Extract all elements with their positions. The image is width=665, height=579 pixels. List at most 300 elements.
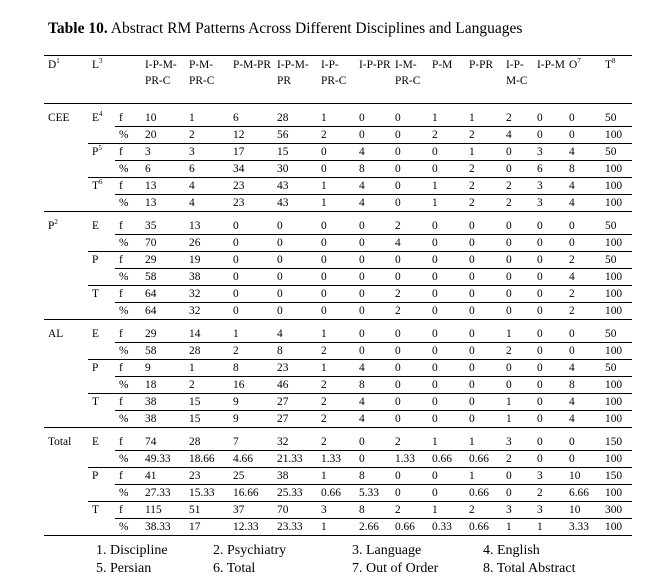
value-cell: 0 (428, 320, 465, 343)
value-cell: 1 (317, 195, 355, 212)
value-cell: 25.33 (273, 485, 317, 502)
type-cell: % (115, 343, 141, 360)
value-cell: 0 (391, 252, 428, 269)
language-cell (88, 235, 115, 252)
value-cell: 2 (185, 377, 229, 394)
value-cell: 0.66 (428, 451, 465, 468)
table-row (44, 303, 632, 320)
type-cell: % (115, 235, 141, 252)
value-cell: 0 (533, 127, 565, 144)
value-cell: 2 (391, 428, 428, 451)
column-header: $D^1$ (48, 57, 60, 71)
language-cell: E (88, 320, 115, 343)
discipline-cell (44, 451, 88, 468)
discipline-cell (44, 144, 88, 161)
value-cell: 0 (355, 269, 391, 286)
value-cell: 0 (355, 303, 391, 320)
value-cell: 0 (465, 411, 502, 428)
value-cell: 4 (355, 178, 391, 195)
value-cell: 0 (465, 320, 502, 343)
table-row (44, 178, 632, 195)
value-cell: 0 (533, 428, 565, 451)
value-cell: 4 (502, 127, 533, 144)
value-cell: 100 (601, 519, 632, 536)
value-cell: 6 (185, 161, 229, 178)
value-cell: 34 (229, 161, 273, 178)
value-cell: 0 (465, 212, 502, 235)
value-cell: 0 (273, 269, 317, 286)
column-header: $T^8$ (605, 57, 616, 71)
value-cell: 38 (141, 411, 185, 428)
value-cell: 0 (533, 252, 565, 269)
value-cell: 4 (565, 411, 601, 428)
table-row (44, 144, 632, 161)
value-cell: 0 (355, 428, 391, 451)
value-cell: 1 (185, 104, 229, 127)
table-row (44, 269, 632, 286)
value-cell: 1 (317, 519, 355, 536)
table-row (44, 411, 632, 428)
value-cell: 5.33 (355, 485, 391, 502)
value-cell: 0 (355, 343, 391, 360)
value-cell: 0 (391, 269, 428, 286)
value-cell: 23 (229, 178, 273, 195)
value-cell: 2 (465, 127, 502, 144)
value-cell: 0 (391, 485, 428, 502)
table-row (44, 502, 632, 519)
value-cell: 1 (502, 519, 533, 536)
value-cell: 0.66 (317, 485, 355, 502)
value-cell: 1 (317, 468, 355, 485)
column-header: P-M (432, 59, 453, 71)
table-row (44, 235, 632, 252)
value-cell: 50 (601, 320, 632, 343)
value-cell: 0 (273, 303, 317, 320)
value-cell: 15 (185, 394, 229, 411)
value-cell: 0 (533, 212, 565, 235)
value-cell: 29 (141, 320, 185, 343)
value-cell: 0 (229, 303, 273, 320)
value-cell: 9 (229, 411, 273, 428)
language-cell (88, 411, 115, 428)
value-cell: 300 (601, 502, 632, 519)
table-row (44, 127, 632, 144)
value-cell: 1 (428, 104, 465, 127)
language-cell (88, 303, 115, 320)
value-cell: 0 (465, 394, 502, 411)
value-cell: 0 (391, 161, 428, 178)
value-cell: 0 (391, 394, 428, 411)
language-cell: T (88, 286, 115, 303)
language-cell (88, 161, 115, 178)
value-cell: 13 (141, 178, 185, 195)
value-cell: 0.66 (391, 519, 428, 536)
table-row (44, 485, 632, 502)
column-header: I-P-M-C (506, 59, 528, 87)
type-cell: % (115, 127, 141, 144)
value-cell: 1 (317, 178, 355, 195)
value-cell: 38 (273, 468, 317, 485)
value-cell: 3 (317, 502, 355, 519)
table-row (44, 252, 632, 269)
value-cell: 0 (391, 360, 428, 377)
value-cell: 4 (355, 394, 391, 411)
value-cell: 2 (317, 428, 355, 451)
value-cell: 3 (533, 502, 565, 519)
language-cell: T (88, 502, 115, 519)
value-cell: 0 (355, 320, 391, 343)
discipline-cell (44, 286, 88, 303)
value-cell: 0 (533, 451, 565, 468)
column-header: P-M-PR (233, 59, 271, 71)
value-cell: 115 (141, 502, 185, 519)
value-cell: 3 (533, 195, 565, 212)
value-cell: 23 (229, 195, 273, 212)
value-cell: 150 (601, 468, 632, 485)
value-cell: 56 (273, 127, 317, 144)
value-cell: 16 (229, 377, 273, 394)
type-cell: f (115, 360, 141, 377)
value-cell: 18.66 (185, 451, 229, 468)
value-cell: 4 (355, 144, 391, 161)
column-header: I-P-PR (359, 59, 391, 71)
value-cell: 100 (601, 451, 632, 468)
value-cell: 0 (229, 235, 273, 252)
value-cell: 1 (428, 502, 465, 519)
value-cell: 0 (465, 269, 502, 286)
language-cell (88, 485, 115, 502)
value-cell: 4 (565, 360, 601, 377)
value-cell: 2 (391, 286, 428, 303)
value-cell: 3 (185, 144, 229, 161)
discipline-cell (44, 235, 88, 252)
table-row (44, 161, 632, 178)
value-cell: 3 (141, 144, 185, 161)
value-cell: 0 (229, 269, 273, 286)
value-cell: 0 (428, 485, 465, 502)
discipline-cell (44, 377, 88, 394)
value-cell: 0.66 (465, 485, 502, 502)
value-cell: 2 (465, 178, 502, 195)
value-cell: 0 (565, 343, 601, 360)
value-cell: 0 (273, 252, 317, 269)
table-caption (48, 20, 522, 38)
value-cell: 0 (428, 269, 465, 286)
value-cell: 3 (502, 502, 533, 519)
language-cell: P (88, 252, 115, 269)
type-cell: % (115, 269, 141, 286)
value-cell: 8 (273, 343, 317, 360)
data-table (44, 55, 632, 536)
value-cell: 4 (355, 411, 391, 428)
value-cell: 7 (229, 428, 273, 451)
language-cell: $P^5$ (88, 144, 115, 161)
value-cell: 0 (317, 212, 355, 235)
value-cell: 0 (533, 360, 565, 377)
column-header: P-M-PR-C (189, 59, 215, 87)
value-cell: 4 (273, 320, 317, 343)
value-cell: 12 (229, 127, 273, 144)
value-cell: 2 (317, 411, 355, 428)
discipline-cell (44, 343, 88, 360)
type-cell: % (115, 377, 141, 394)
value-cell: 4 (355, 195, 391, 212)
value-cell: 23.33 (273, 519, 317, 536)
discipline-cell: Total (44, 428, 88, 451)
value-cell: 0 (502, 144, 533, 161)
value-cell: 26 (185, 235, 229, 252)
value-cell: 0 (502, 468, 533, 485)
discipline-cell (44, 161, 88, 178)
value-cell: 74 (141, 428, 185, 451)
value-cell: 29 (141, 252, 185, 269)
value-cell: 13 (185, 212, 229, 235)
value-cell: 64 (141, 286, 185, 303)
value-cell: 43 (273, 195, 317, 212)
value-cell: 0 (355, 212, 391, 235)
value-cell: 23 (273, 360, 317, 377)
value-cell: 100 (601, 377, 632, 394)
value-cell: 1 (465, 104, 502, 127)
value-cell: 2 (428, 127, 465, 144)
value-cell: 0 (391, 178, 428, 195)
value-cell: 4 (355, 360, 391, 377)
table-row (44, 468, 632, 485)
value-cell: 0 (465, 343, 502, 360)
value-cell: 64 (141, 303, 185, 320)
value-cell: 25 (229, 468, 273, 485)
value-cell: 0.66 (465, 519, 502, 536)
type-cell: % (115, 451, 141, 468)
value-cell: 0 (565, 235, 601, 252)
value-cell: 0 (533, 286, 565, 303)
value-cell: 2 (465, 195, 502, 212)
value-cell: 35 (141, 212, 185, 235)
value-cell: 43 (273, 178, 317, 195)
value-cell: 0 (502, 252, 533, 269)
value-cell: 0 (428, 377, 465, 394)
value-cell: 51 (185, 502, 229, 519)
column-header: I-P-M-PR (277, 59, 309, 87)
value-cell: 100 (601, 286, 632, 303)
type-cell: % (115, 161, 141, 178)
value-cell: 4 (565, 195, 601, 212)
type-cell: f (115, 252, 141, 269)
value-cell: 2.66 (355, 519, 391, 536)
value-cell: 0 (565, 320, 601, 343)
value-cell: 0 (391, 104, 428, 127)
discipline-cell (44, 502, 88, 519)
value-cell: 15.33 (185, 485, 229, 502)
value-cell: 2 (317, 394, 355, 411)
value-cell: 50 (601, 252, 632, 269)
value-cell: 0 (502, 161, 533, 178)
value-cell: 100 (601, 411, 632, 428)
value-cell: 0 (565, 104, 601, 127)
value-cell: 0 (317, 286, 355, 303)
type-cell: f (115, 502, 141, 519)
value-cell: 100 (601, 394, 632, 411)
value-cell: 1 (502, 394, 533, 411)
value-cell: 27 (273, 411, 317, 428)
language-cell: $E^4$ (88, 104, 115, 127)
table-row (44, 519, 632, 536)
type-cell: f (115, 394, 141, 411)
value-cell: 58 (141, 269, 185, 286)
value-cell: 0 (428, 144, 465, 161)
table-row (44, 104, 632, 127)
value-cell: 1 (502, 320, 533, 343)
value-cell: 1 (317, 320, 355, 343)
value-cell: 0 (533, 269, 565, 286)
discipline-cell (44, 360, 88, 377)
value-cell: 8 (355, 502, 391, 519)
value-cell: 0 (229, 252, 273, 269)
table-row (44, 360, 632, 377)
value-cell: 1 (317, 360, 355, 377)
value-cell: 0 (355, 235, 391, 252)
value-cell: 3 (533, 144, 565, 161)
value-cell: 0 (502, 303, 533, 320)
value-cell: 0 (391, 411, 428, 428)
value-cell: 0 (317, 144, 355, 161)
value-cell: 15 (273, 144, 317, 161)
discipline-cell (44, 485, 88, 502)
type-cell: f (115, 320, 141, 343)
value-cell: 16.66 (229, 485, 273, 502)
value-cell: 8 (565, 377, 601, 394)
value-cell: 0 (355, 127, 391, 144)
value-cell: 0 (565, 212, 601, 235)
value-cell: 8 (565, 161, 601, 178)
value-cell: 3 (533, 468, 565, 485)
value-cell: 0 (465, 286, 502, 303)
type-cell: f (115, 468, 141, 485)
footnote-item: 6. Total (213, 561, 256, 576)
language-cell (88, 343, 115, 360)
type-cell: % (115, 485, 141, 502)
value-cell: 70 (141, 235, 185, 252)
discipline-cell (44, 127, 88, 144)
footnote-item: 4. English (483, 543, 540, 558)
type-cell: f (115, 144, 141, 161)
footnote-item: 7. Out of Order (352, 561, 439, 576)
value-cell: 9 (229, 394, 273, 411)
value-cell: 0 (565, 428, 601, 451)
value-cell: 2 (465, 161, 502, 178)
type-cell: f (115, 212, 141, 235)
value-cell: 100 (601, 127, 632, 144)
table-row (44, 394, 632, 411)
value-cell: 19 (185, 252, 229, 269)
value-cell: 0 (428, 343, 465, 360)
value-cell: 0 (428, 161, 465, 178)
column-header: $L^3$ (92, 57, 103, 71)
value-cell: 13 (141, 195, 185, 212)
discipline-cell (44, 178, 88, 195)
value-cell: 41 (141, 468, 185, 485)
value-cell: 0 (391, 195, 428, 212)
value-cell: 1 (533, 519, 565, 536)
value-cell: 3 (502, 428, 533, 451)
value-cell: 0 (502, 269, 533, 286)
table-row (44, 286, 632, 303)
value-cell: 9 (141, 360, 185, 377)
value-cell: 70 (273, 502, 317, 519)
value-cell: 0 (317, 252, 355, 269)
value-cell: 32 (185, 286, 229, 303)
value-cell: 4 (565, 394, 601, 411)
value-cell: 1 (465, 144, 502, 161)
language-cell: P (88, 468, 115, 485)
value-cell: 0 (428, 394, 465, 411)
value-cell: 0 (465, 235, 502, 252)
value-cell: 10 (565, 502, 601, 519)
value-cell: 0 (533, 394, 565, 411)
value-cell: 0 (317, 161, 355, 178)
value-cell: 0 (391, 144, 428, 161)
value-cell: 0 (428, 252, 465, 269)
value-cell: 28 (273, 104, 317, 127)
value-cell: 10 (565, 468, 601, 485)
value-cell: 2 (317, 377, 355, 394)
value-cell: 1 (502, 411, 533, 428)
value-cell: 27 (273, 394, 317, 411)
value-cell: 0 (502, 485, 533, 502)
discipline-cell: $P^2$ (44, 212, 88, 235)
value-cell: 2 (502, 451, 533, 468)
header-row (44, 56, 632, 104)
value-cell: 0.66 (465, 451, 502, 468)
value-cell: 3.33 (565, 519, 601, 536)
value-cell: 100 (601, 161, 632, 178)
column-header: I-P-M (537, 59, 565, 71)
value-cell: 2 (317, 127, 355, 144)
discipline-cell (44, 519, 88, 536)
value-cell: 0 (502, 212, 533, 235)
value-cell: 0 (273, 212, 317, 235)
value-cell: 0 (273, 286, 317, 303)
value-cell: 38.33 (141, 519, 185, 536)
value-cell: 0 (229, 286, 273, 303)
value-cell: 14 (185, 320, 229, 343)
table-row (44, 195, 632, 212)
value-cell: 58 (141, 343, 185, 360)
value-cell: 32 (273, 428, 317, 451)
value-cell: 4.66 (229, 451, 273, 468)
value-cell: 0 (502, 377, 533, 394)
value-cell: 0 (355, 252, 391, 269)
value-cell: 2 (565, 252, 601, 269)
value-cell: 23 (185, 468, 229, 485)
value-cell: 0 (533, 104, 565, 127)
value-cell: 0 (391, 343, 428, 360)
type-cell: f (115, 104, 141, 127)
value-cell: 0 (391, 377, 428, 394)
value-cell: 100 (601, 485, 632, 502)
value-cell: 1.33 (317, 451, 355, 468)
value-cell: 0 (533, 377, 565, 394)
value-cell: 2 (391, 212, 428, 235)
discipline-cell (44, 303, 88, 320)
footnote-item: 2. Psychiatry (213, 543, 287, 558)
value-cell: 0 (428, 468, 465, 485)
value-cell: 6.66 (565, 485, 601, 502)
value-cell: 38 (185, 269, 229, 286)
value-cell: 4 (565, 178, 601, 195)
value-cell: 1 (317, 104, 355, 127)
value-cell: 2 (229, 343, 273, 360)
